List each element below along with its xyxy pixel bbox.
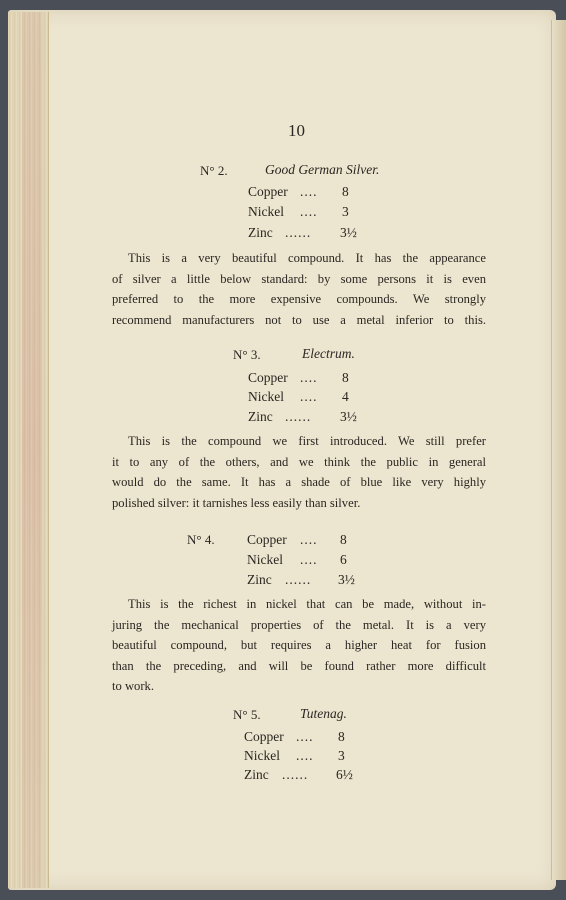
section-2-number: N° 2. (200, 163, 228, 178)
section-5-metal-1: Copper (244, 729, 284, 744)
page-number: 10 (288, 121, 305, 140)
section-4-number: N° 4. (187, 532, 215, 547)
text-line: This is the richest in nickel that can be made, without in- (128, 597, 486, 611)
section-4-metal-3: Zinc (247, 572, 272, 587)
section-2-metal-2: Nickel (248, 204, 284, 219)
section-4-amount-2: 6 (340, 552, 347, 567)
section-3-metal-3: Zinc (248, 409, 273, 424)
text-line: preferred to the more expensive compounds. We strongly (112, 292, 486, 306)
text-line: of silver a little below standard: by some persons it is even (112, 271, 486, 286)
section-3-number: N° 3. (233, 347, 261, 362)
section-5-title: Tutenag. (300, 706, 347, 721)
section-3-leader-2: .... (300, 389, 318, 404)
section-5-leader-1: .... (296, 729, 314, 744)
section-2-amount-1: 8 (342, 184, 349, 199)
text-line: it to any of the others, and we think the public in general (112, 454, 486, 469)
section-5-leader-3: ...... (282, 767, 309, 782)
section-3-title: Electrum. (302, 346, 355, 361)
section-2-amount-3: 3½ (340, 225, 357, 240)
section-3-metal-1: Copper (248, 370, 288, 385)
text-line: recommend manufacturers not to use a metal inferior to this. (112, 312, 486, 327)
section-5-amount-1: 8 (338, 729, 345, 744)
binding-gutter (551, 20, 566, 880)
text-line: juring the mechanical properties of the metal. It is a very (112, 617, 486, 632)
section-2-leader-1: .... (300, 184, 318, 199)
section-3-amount-1: 8 (342, 370, 349, 385)
text-line: polished silver: it tarnishes less easily than silver. (112, 495, 361, 510)
text-line: This is a very beautiful compound. It has the appearance (128, 251, 486, 265)
section-3-metal-2: Nickel (248, 389, 284, 404)
text-line: to work. (112, 679, 154, 693)
section-2-metal-3: Zinc (248, 225, 273, 240)
section-4-amount-1: 8 (340, 532, 347, 547)
text-line: This is the compound we first introduced. We still prefer (128, 434, 486, 448)
section-2-metal-1: Copper (248, 184, 288, 199)
section-2-leader-3: ...... (285, 225, 312, 240)
section-2-title: Good German Silver. (265, 162, 380, 177)
text-line: would do the same. It has a shade of blue like very highly (112, 475, 486, 489)
section-2-amount-2: 3 (342, 204, 349, 219)
section-4-leader-2: .... (300, 552, 318, 567)
section-5-amount-2: 3 (338, 748, 345, 763)
section-3-leader-1: .... (300, 370, 318, 385)
section-3-leader-3: ...... (285, 409, 312, 424)
section-4-description (112, 594, 486, 697)
section-3-description (112, 431, 486, 513)
section-5-leader-2: .... (296, 748, 314, 763)
section-3-amount-3: 3½ (340, 409, 357, 424)
text-line: than the preceding, and will be found rather more difficult (112, 658, 486, 673)
section-4-metal-2: Nickel (247, 552, 283, 567)
section-4-metal-1: Copper (247, 532, 287, 547)
text-line: beautiful compound, but requires a higher heat for fusion (112, 638, 486, 652)
section-5-metal-3: Zinc (244, 767, 269, 782)
page-edge-tint (22, 12, 42, 888)
section-2-leader-2: .... (300, 204, 318, 219)
section-4-leader-1: .... (300, 532, 318, 547)
section-5-metal-2: Nickel (244, 748, 280, 763)
section-5-amount-3: 6½ (336, 767, 353, 782)
section-2-description (112, 248, 486, 330)
page-edges (8, 12, 49, 888)
section-4-amount-3: 3½ (338, 572, 355, 587)
section-4-leader-3: ...... (285, 572, 312, 587)
section-5-number: N° 5. (233, 707, 261, 722)
section-3-amount-2: 4 (342, 389, 349, 404)
